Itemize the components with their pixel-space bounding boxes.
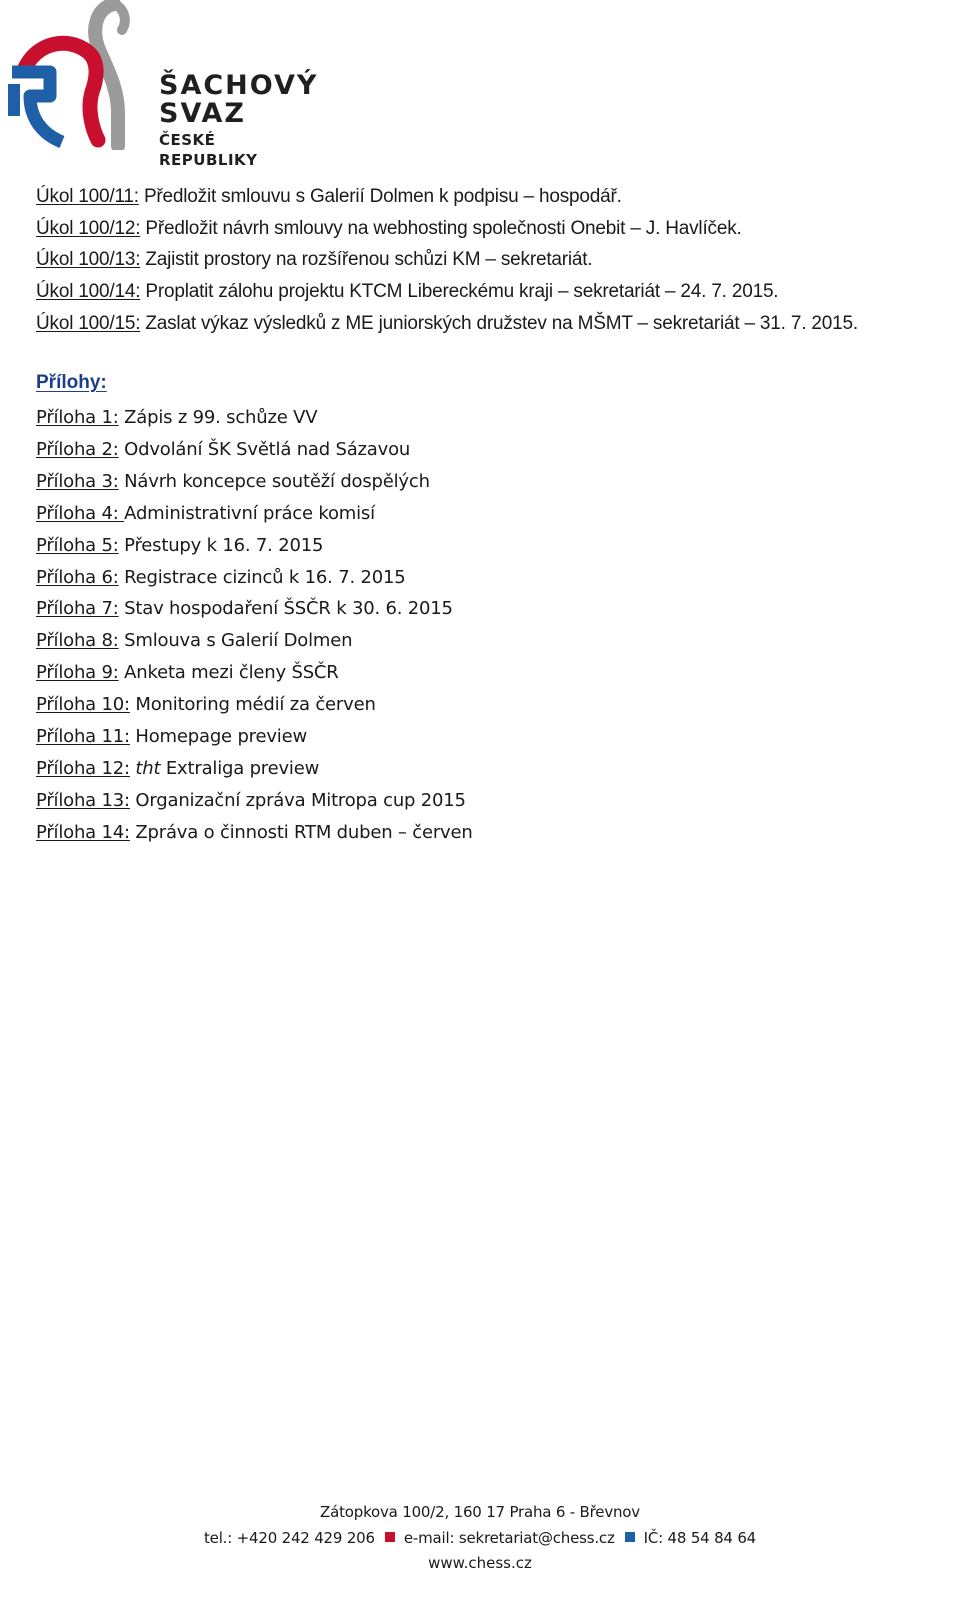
attachment-text: Smlouva s Galerií Dolmen: [118, 630, 353, 652]
attachment-label: Příloha 12:: [36, 757, 130, 779]
task-label: Úkol 100/15:: [36, 312, 141, 334]
attachment-text: Odvolání ŠK Světlá nad Sázavou: [118, 438, 411, 460]
attachment-text: Přestupy k 16. 7. 2015: [118, 534, 324, 556]
task-item: [36, 244, 956, 276]
knight-emblem-icon: [6, 0, 146, 150]
footer-email: e-mail: sekretariat@chess.cz: [403, 1529, 615, 1547]
task-text: Zaslat výkaz výsledků z ME juniorských družstev na MŠMT – sekretariát – 31. 7. 2015.: [140, 312, 858, 334]
blue-square-icon: [625, 1532, 635, 1542]
attachment-text: Extraliga preview: [160, 757, 320, 779]
attachment-text: Organizační zpráva Mitropa cup 2015: [129, 789, 466, 811]
attachment-label: Příloha 14:: [36, 821, 130, 843]
task-text: Předložit návrh smlouvy na webhosting společnosti Onebit – J. Havlíček.: [140, 217, 742, 239]
attachment-item: [36, 434, 473, 466]
attachment-label: Příloha 1:: [36, 407, 119, 428]
attachment-text: Stav hospodaření ŠSČR k 30. 6. 2015: [118, 598, 453, 620]
logo-wordmark: [159, 72, 318, 170]
task-item: [36, 276, 956, 308]
logo-line-1: ŠACHOVÝ: [159, 70, 319, 101]
attachment-text: Registrace cizinců k 16. 7. 2015: [118, 566, 406, 588]
attachment-label: Příloha 6:: [36, 566, 119, 588]
page-footer: [0, 1501, 960, 1574]
attachment-text: Administrativní práce komisí: [124, 502, 375, 524]
attachment-item: [36, 402, 473, 434]
task-label: Úkol 100/11:: [36, 186, 139, 207]
attachment-item: [36, 657, 473, 689]
footer-phone: tel.: +420 242 429 206: [203, 1529, 375, 1547]
attachment-label: Příloha 13:: [36, 789, 130, 811]
footer-address: Zátopkova 100/2, 160 17 Praha 6 - Břevnov: [320, 1503, 640, 1521]
task-text: Zajistit prostory na rozšířenou schůzi KM – sekretariát.: [140, 249, 593, 271]
attachment-item: [36, 562, 473, 594]
attachments-heading: Přílohy:: [36, 372, 107, 393]
attachment-text: Návrh koncepce soutěží dospělých: [118, 470, 430, 492]
task-item: [36, 213, 956, 245]
task-label: Úkol 100/14:: [36, 281, 141, 303]
attachment-text: Zpráva o činnosti RTM duben – červen: [129, 821, 473, 843]
task-item: [36, 308, 956, 340]
red-square-icon: [385, 1532, 395, 1542]
attachment-item: [36, 498, 473, 530]
task-label: Úkol 100/13:: [36, 249, 141, 271]
attachment-item: [36, 530, 473, 562]
attachment-item: [36, 625, 473, 657]
logo-line-2: SVAZ: [159, 98, 246, 129]
attachment-label: Příloha 10:: [36, 694, 130, 716]
attachment-text: Homepage preview: [129, 726, 308, 748]
task-text: Proplatit zálohu projektu KTCM Libereckému kraji – sekretariát – 24. 7. 2015.: [140, 281, 779, 303]
attachment-label: Příloha 3:: [36, 470, 119, 492]
attachment-item: [36, 466, 473, 498]
attachment-item: [36, 689, 473, 721]
attachment-label: Příloha 9:: [36, 662, 119, 684]
footer-ico: IČ: 48 54 84 64: [643, 1529, 757, 1547]
task-text: Předložit smlouvu s Galerií Dolmen k podpisu – hospodář.: [138, 186, 622, 207]
attachment-text: Monitoring médií za červen: [129, 694, 376, 716]
task-label: Úkol 100/12:: [36, 217, 141, 239]
attachment-list: [36, 402, 473, 849]
task-list: [36, 181, 956, 340]
attachment-text: Anketa mezi členy ŠSČR: [118, 662, 339, 684]
attachment-label: Příloha 11:: [36, 726, 130, 748]
attachment-item: [36, 593, 473, 625]
footer-web: www.chess.cz: [428, 1554, 532, 1572]
attachment-label: Příloha 8:: [36, 630, 119, 652]
attachment-label: Příloha 7:: [36, 598, 119, 620]
attachment-item: [36, 817, 473, 849]
attachment-item: [36, 753, 473, 785]
attachment-label: Příloha 5:: [36, 534, 119, 556]
footer-contacts: [0, 1526, 960, 1550]
attachment-label: Příloha 2:: [36, 438, 119, 460]
attachment-item: [36, 721, 473, 753]
attachment-label: Příloha 4:: [36, 502, 125, 524]
attachment-italic: tht: [135, 757, 161, 779]
attachment-item: [36, 785, 473, 817]
logo-line-3: ČESKÉ REPUBLIKY: [159, 131, 258, 169]
task-item: [36, 181, 956, 213]
attachment-text: Zápis z 99. schůze VV: [118, 407, 318, 428]
logo: [6, 0, 319, 169]
